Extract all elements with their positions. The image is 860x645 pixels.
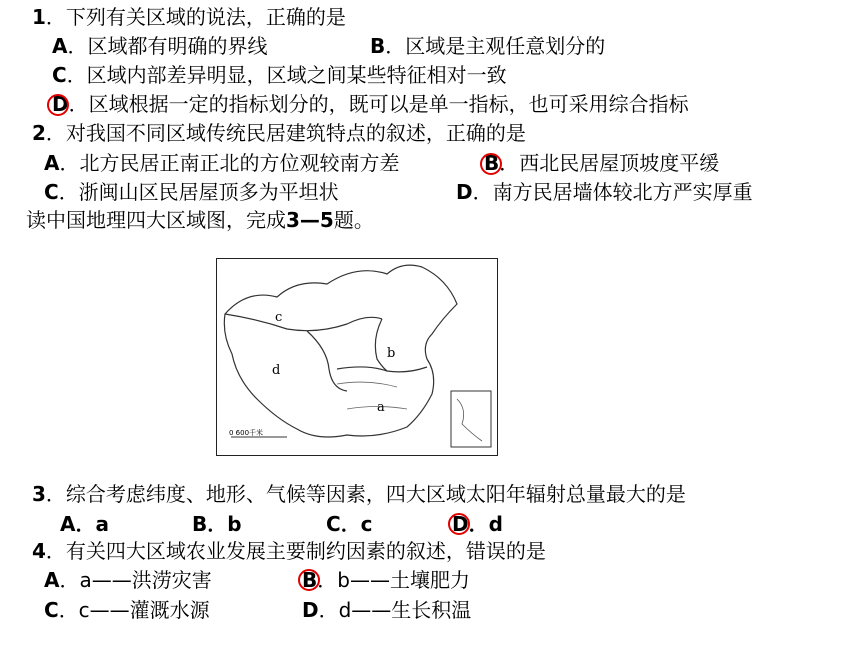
question-3-option-b[interactable]: B．b: [192, 512, 242, 536]
question-2-option-c[interactable]: C．浙闽山区民居屋顶多为平坦状: [44, 180, 339, 204]
question-4-option-c[interactable]: C．c——灌溉水源: [44, 598, 210, 622]
question-3-option-a[interactable]: A．a: [60, 512, 109, 536]
map-scale: 0 600千米: [229, 429, 264, 437]
question-3-option-c[interactable]: C．c: [326, 512, 373, 536]
china-regions-map: [216, 258, 498, 456]
question-1-option-b[interactable]: B．区域是主观任意划分的: [370, 34, 606, 58]
question-2-option-d[interactable]: D．南方民居墙体较北方严实厚重: [456, 180, 753, 204]
question-2-stem: 2．对我国不同区域传统民居建筑特点的叙述，正确的是: [32, 121, 526, 145]
map-label-b: b: [387, 346, 396, 361]
answer-mark-q3: [448, 513, 470, 535]
answer-mark-q1: [47, 94, 69, 116]
answer-mark-q2: [480, 153, 502, 175]
question-2-option-b[interactable]: B．西北民居屋顶坡度平缓: [484, 151, 720, 175]
answer-mark-q4: [298, 569, 320, 591]
question-2-option-a[interactable]: A．北方民居正南正北的方位观较南方差: [44, 151, 400, 175]
question-4-option-b[interactable]: B．b——土壤肥力: [302, 568, 470, 592]
map-label-c: c: [275, 310, 283, 325]
question-1-option-d[interactable]: D．区域根据一定的指标划分的，既可以是单一指标，也可采用综合指标: [52, 92, 689, 116]
question-4-option-d[interactable]: D．d——生长积温: [302, 598, 472, 622]
question-1-option-c[interactable]: C．区域内部差异明显，区域之间某些特征相对一致: [52, 63, 507, 87]
question-3-option-d[interactable]: D．d: [452, 512, 503, 536]
question-1-option-a[interactable]: A．区域都有明确的界线: [52, 34, 268, 58]
question-1-stem: 1．下列有关区域的说法，正确的是: [32, 5, 346, 29]
map-label-a: a: [377, 400, 385, 415]
question-4-option-a[interactable]: A．a——洪涝灾害: [44, 568, 212, 592]
map-instruction: 读中国地理四大区域图，完成3—5题。: [26, 208, 374, 232]
map-drawing: [217, 259, 497, 455]
map-label-d: d: [272, 363, 281, 378]
question-3-stem: 3．综合考虑纬度、地形、气候等因素，四大区域太阳年辐射总量最大的是: [32, 482, 686, 506]
question-4-stem: 4．有关四大区域农业发展主要制约因素的叙述，错误的是: [32, 539, 546, 563]
